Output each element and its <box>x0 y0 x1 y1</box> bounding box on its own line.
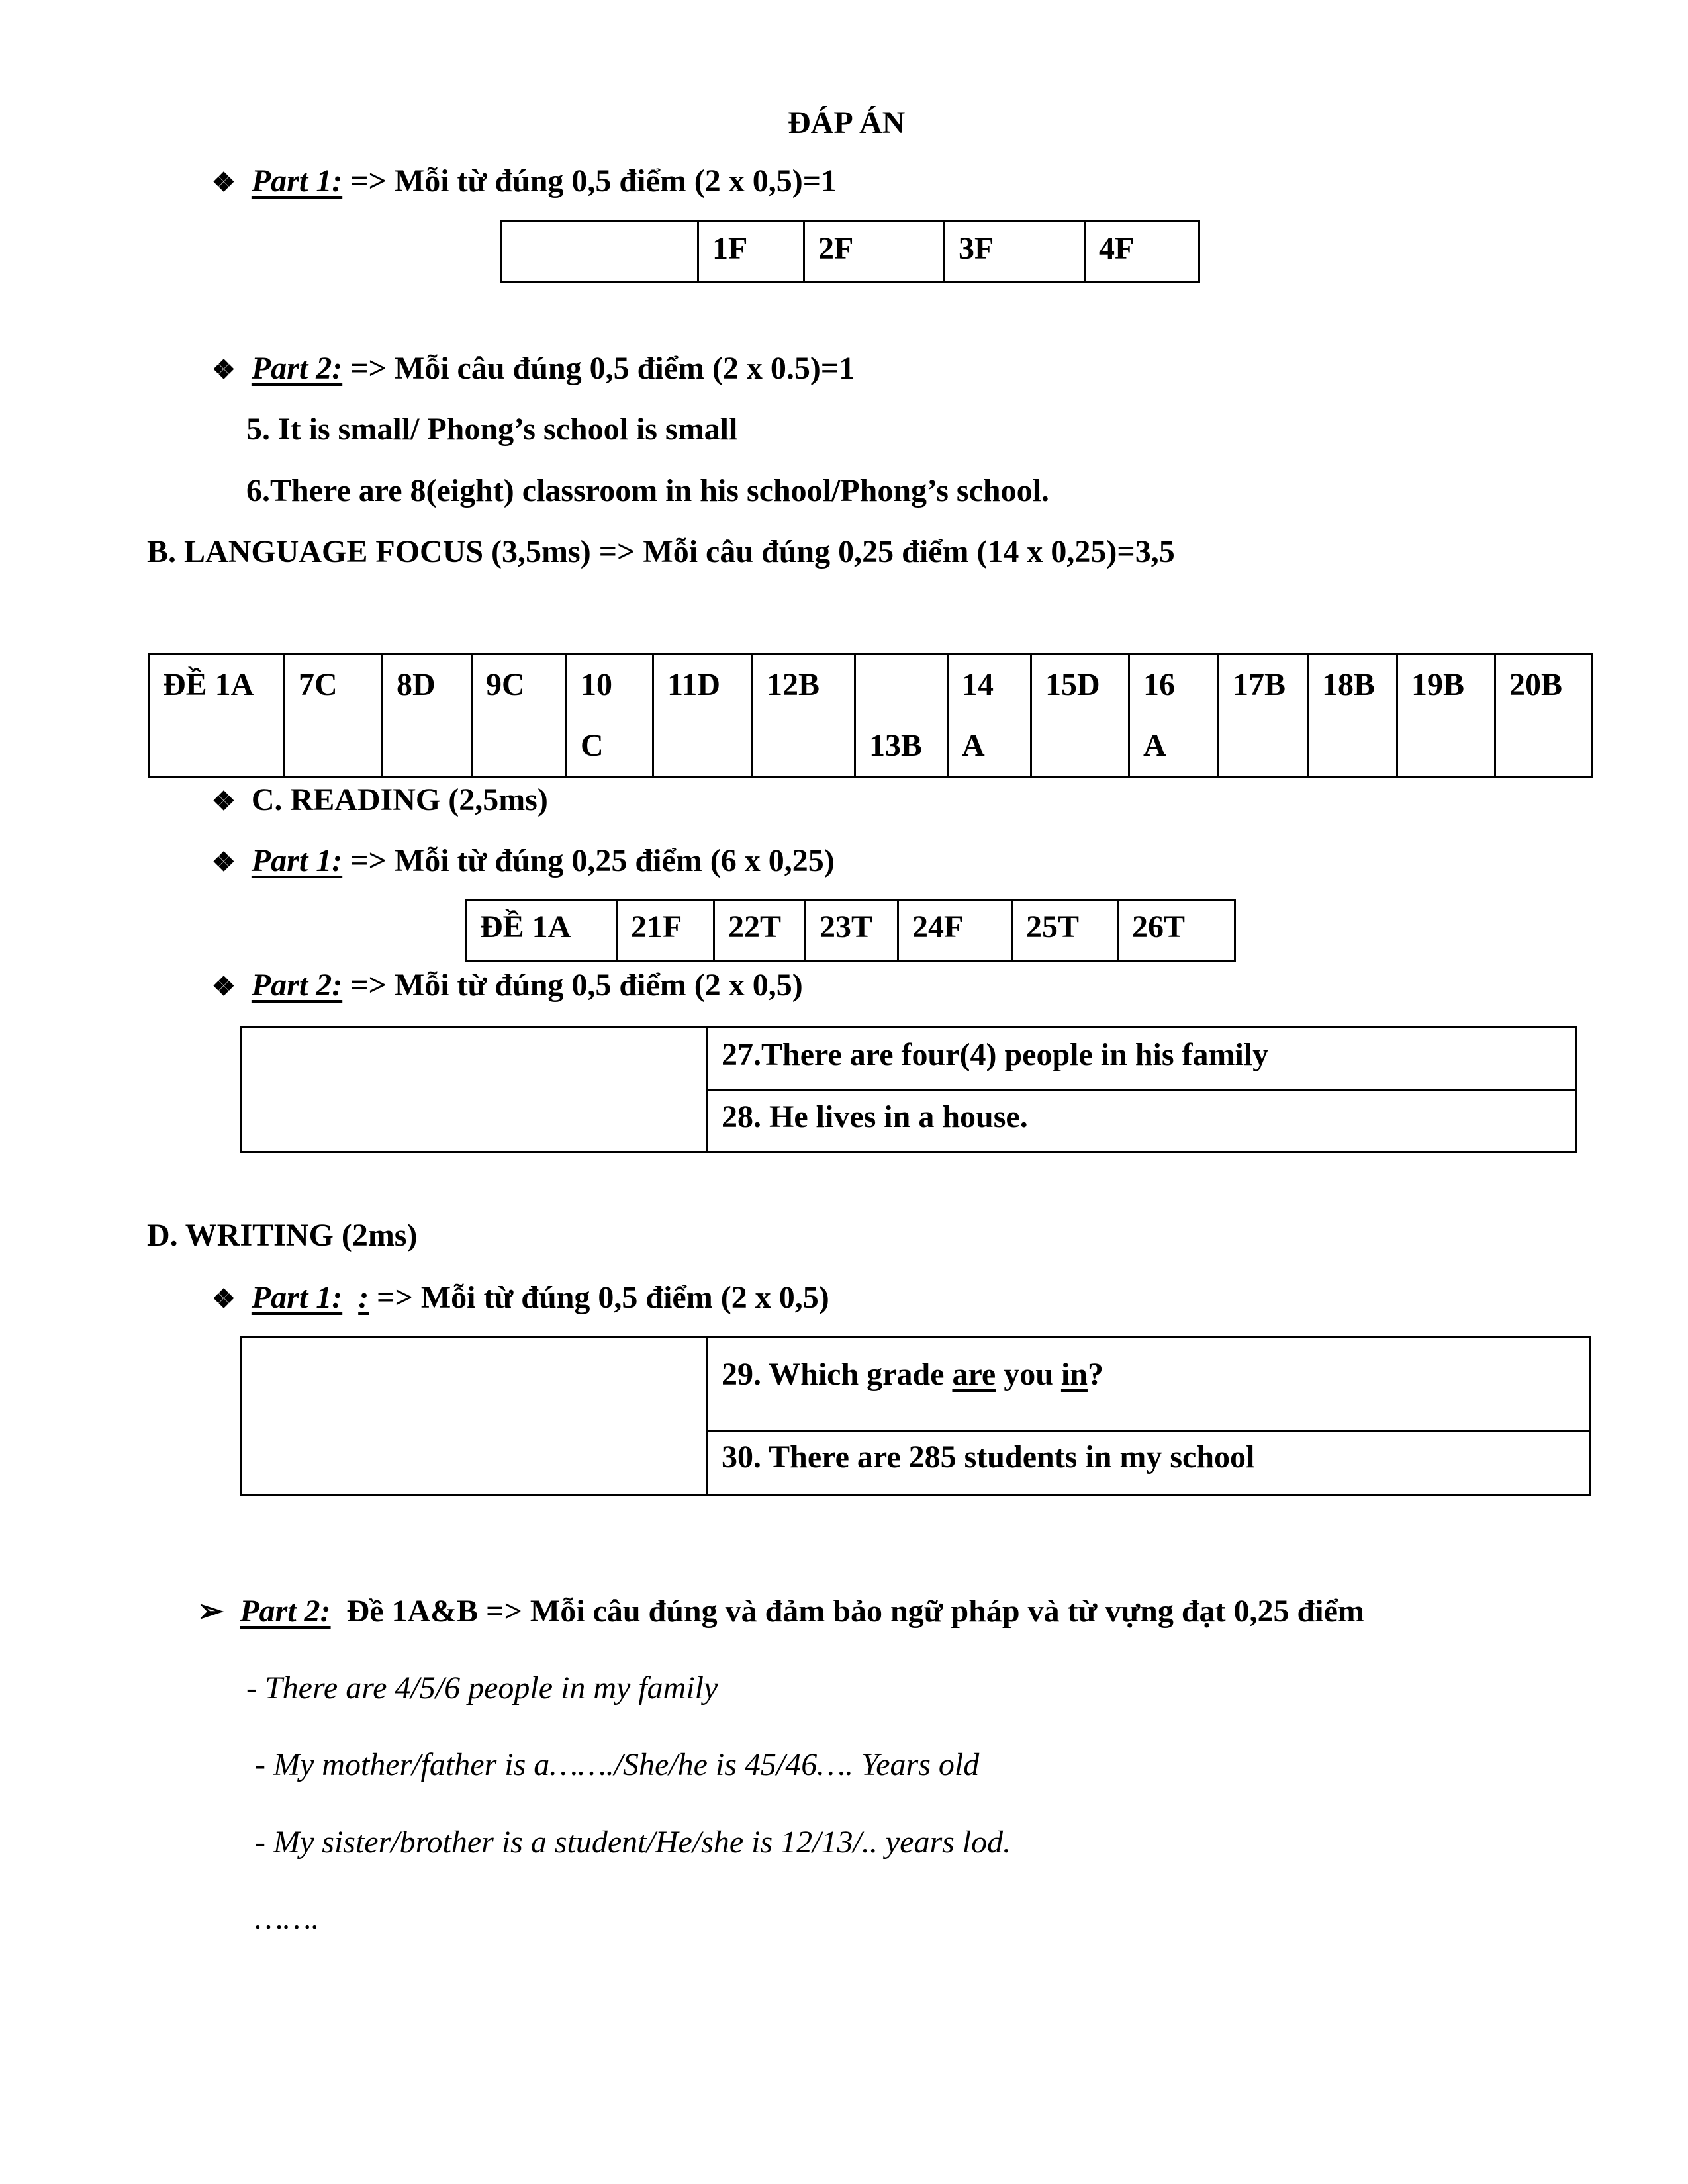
answer-5: 5. It is small/ Phong’s school is small <box>246 412 738 447</box>
table-cell: 10 C <box>567 654 653 778</box>
part-scoring: => Mỗi câu đúng 0,5 điểm (2 x 0.5)=1 <box>342 351 855 386</box>
table-cell <box>501 222 698 283</box>
diamond-bullet-icon: ❖ <box>212 786 236 816</box>
writing-part1-heading: ❖ Part 1: : => Mỗi từ đúng 0,5 điểm (2 x 0,5) <box>212 1280 829 1315</box>
table-cell: ĐỀ 1A <box>149 654 285 778</box>
table-cell: 17B <box>1219 654 1308 778</box>
table-cell <box>241 1337 708 1496</box>
table-row <box>501 222 1199 283</box>
section-b-answer-table <box>148 653 1593 778</box>
table-row <box>241 1337 1590 1432</box>
sample-line-4: ……. <box>255 1901 320 1936</box>
table-cell: 8D <box>383 654 472 778</box>
table-cell: 7C <box>285 654 383 778</box>
section-c-heading: ❖ C. READING (2,5ms) <box>212 782 548 817</box>
table-cell: ĐỀ 1A <box>466 900 617 961</box>
part1-answer-table <box>500 220 1200 283</box>
table-cell: 22T <box>714 900 806 961</box>
diamond-bullet-icon: ❖ <box>212 167 236 197</box>
table-cell: 20B <box>1495 654 1593 778</box>
diamond-bullet-icon: ❖ <box>212 355 236 385</box>
part1-heading <box>212 165 837 197</box>
table-cell: 23T <box>806 900 898 961</box>
table-cell <box>241 1028 708 1152</box>
reading-part1-heading <box>212 845 835 877</box>
section-b-heading: B. LANGUAGE FOCUS (3,5ms) => Mỗi câu đúng 0,25 điểm (14 x 0,25)=3,5 <box>147 534 1175 569</box>
part-scoring: => Mỗi từ đúng 0,5 điểm (2 x 0,5)=1 <box>342 163 837 199</box>
table-cell: 12B <box>753 654 855 778</box>
reading-part2-heading <box>212 970 803 1001</box>
writing-part1-table <box>240 1336 1591 1496</box>
table-cell: 26T <box>1118 900 1235 961</box>
table-cell: 2F <box>804 222 945 283</box>
table-cell: 15D <box>1031 654 1129 778</box>
page-title: ĐÁP ÁN <box>788 105 906 140</box>
part-scoring: Đề 1A&B => Mỗi câu đúng và đảm bảo ngữ pháp và từ vựng đạt 0,25 điểm <box>346 1594 1364 1629</box>
table-cell: 4F <box>1085 222 1199 283</box>
table-cell: 14 A <box>948 654 1031 778</box>
table-cell: 27.There are four(4) people in his family <box>708 1028 1577 1090</box>
table-cell: 24F <box>898 900 1012 961</box>
table-cell: 25T <box>1012 900 1118 961</box>
sample-line-3: - My sister/brother is a student/He/she is 12/13/.. years lod. <box>255 1825 1011 1860</box>
answer-6: 6.There are 8(eight) classroom in his school/Phong’s school. <box>246 473 1049 508</box>
section-d-heading: D. WRITING (2ms) <box>147 1218 418 1253</box>
part-scoring: => Mỗi từ đúng 0,25 điểm (6 x 0,25) <box>342 843 835 878</box>
table-cell: 3F <box>945 222 1085 283</box>
table-cell: 28. He lives in a house. <box>708 1090 1577 1152</box>
sample-line-1: - There are 4/5/6 people in my family <box>246 1670 718 1706</box>
writing-part2-heading <box>197 1596 1364 1627</box>
diamond-bullet-icon: ❖ <box>212 847 236 877</box>
table-cell: 21F <box>617 900 714 961</box>
reading-part2-table <box>240 1026 1577 1153</box>
part-scoring: => Mỗi từ đúng 0,5 điểm (2 x 0,5) <box>369 1280 829 1315</box>
table-row <box>241 1028 1577 1090</box>
table-cell: 18B <box>1308 654 1397 778</box>
table-row <box>466 900 1235 961</box>
part-label: Part 2: <box>240 1594 331 1629</box>
table-cell: 13B <box>855 654 948 778</box>
diamond-bullet-icon: ❖ <box>212 972 236 1001</box>
reading-part1-table <box>465 899 1236 962</box>
diamond-bullet-icon: ❖ <box>212 1284 236 1314</box>
arrow-bullet-icon: ➢ <box>197 1594 224 1629</box>
table-cell: 19B <box>1397 654 1495 778</box>
part-label: Part 2: <box>251 968 343 1003</box>
table-cell: 29. Which grade are you in? <box>708 1337 1590 1432</box>
table-cell: 11D <box>653 654 753 778</box>
sample-line-2: - My mother/father is a……./She/he is 45/46…. Years old <box>255 1747 980 1782</box>
part-label: Part 1: <box>251 1280 343 1315</box>
part-scoring: => Mỗi từ đúng 0,5 điểm (2 x 0,5) <box>342 968 803 1003</box>
table-cell: 1F <box>698 222 804 283</box>
part2-heading <box>212 353 855 385</box>
part-label: Part 1: <box>251 163 343 199</box>
table-cell: 30. There are 285 students in my school <box>708 1432 1590 1496</box>
table-cell: 9C <box>472 654 567 778</box>
table-cell: 16 A <box>1129 654 1219 778</box>
part-label: Part 1: <box>251 843 343 878</box>
table-row <box>149 654 1593 778</box>
part-label: Part 2: <box>251 351 343 386</box>
